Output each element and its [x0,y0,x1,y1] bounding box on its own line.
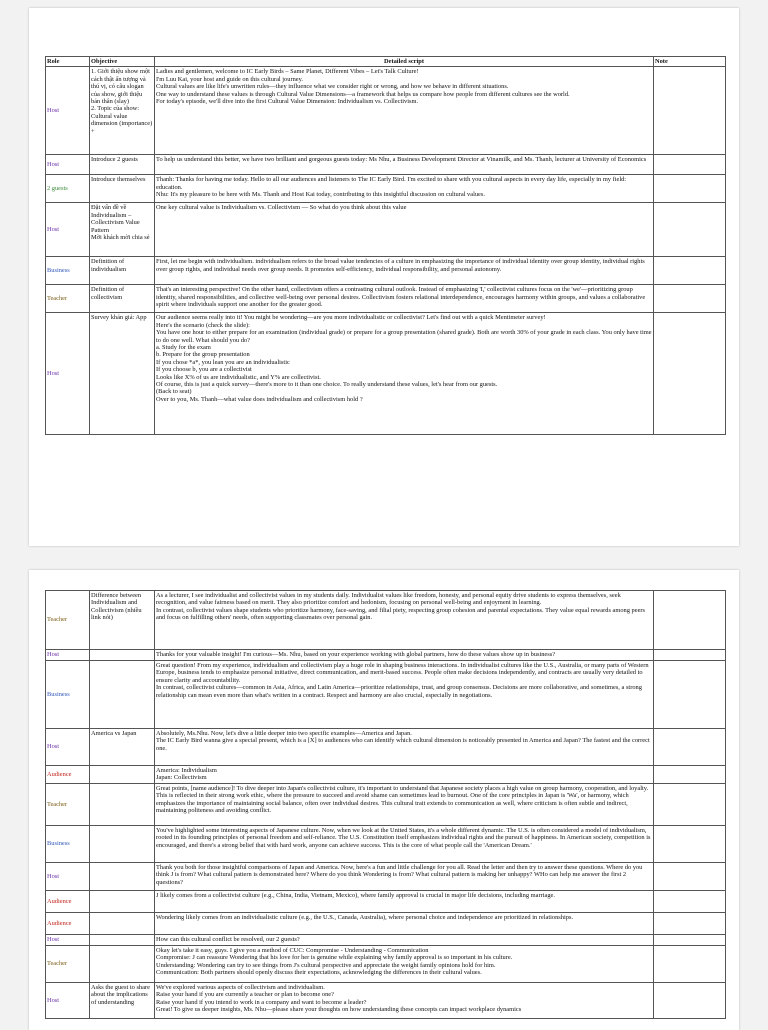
table-row [46,285,726,313]
note-cell [654,257,726,285]
objective-cell [90,935,155,946]
objective-cell [90,784,155,826]
objective-cell [90,891,155,913]
role-cell: Host [46,155,90,175]
script-table-page-2 [45,590,726,1019]
script-cell: America: Individualism Japan: Collectivism [155,766,654,784]
table-row [46,729,726,766]
role-cell: Teacher [46,591,90,650]
objective-cell: Introduce themselves [90,175,155,203]
note-cell [654,650,726,661]
role-cell: Host [46,935,90,946]
objective-cell: Đặt vấn đề về Individualism – Collectivism Value Pattern Mời khách mời chia sẻ [90,203,155,257]
note-cell [654,155,726,175]
script-cell: That's an interesting perspective! On the other hand, collectivism offers a contrasting cultural outlook. Instead of emphasizing 'I,' collectivist cultures focus on the 'we'—prioritizing group identity, shared responsibilities, and collective well-being over personal desires. Collectivism fosters relational interdependence, encourages harmony within groups, and values a collaborative spirit where individuals support one another for the greater good. [155,285,654,313]
note-cell [654,983,726,1019]
table-row [46,650,726,661]
script-cell: Absolutely, Ms.Nhu. Now, let's dive a little deeper into two specific examples—America and Japan. The IC Early Bird wanna give a special present, which is a [X] to audiences who can identify which cultural dimension is noticeably presented in America and Japan? The fastest and the correct one. [155,729,654,766]
script-cell: Thanh: Thanks for having me today. Hello to all our audiences and listeners to The IC Early Bird. I'm excited to share with you cultural aspects in every day life, especially in my field: education. Nhu: It's my pleasure to be here with Ms. Thanh and Host Kai today, contributing to this insightful discussion on cultural values. [155,175,654,203]
role-cell: Host [46,313,90,435]
table-header-row [46,57,726,67]
table-row [46,67,726,155]
objective-cell [90,766,155,784]
script-cell: J likely comes from a collectivist culture (e.g., China, India, Vietnam, Mexico), where family approval is crucial in major life decisions, including marriage. [155,891,654,913]
script-cell: As a lecturer, I see individualist and collectivist values in my students daily. Individualist values like freedom, honesty, and personal equity drive students to express themselves, seek recognition, and value fairness based on merit. They also prioritize comfort and hedonism, focusing on personal well-being and enjoyment in learning. In contrast, collectivist values shape students who prioritize harmony, face-saving, and filial piety, respecting group cohesion and parental expectations. They value equal rewards among peers and focus on fulfilling others' needs, often supporting classmates over personal gain. [155,591,654,650]
note-cell [654,863,726,891]
script-cell: Great question! From my experience, individualism and collectivism play a huge role in shaping business interactions. In individualist cultures like the U.S., Australia, or many parts of Western Europe, business tends to emphasize personal initiative, direct communication, and merit-based success. People often make decisions independently, and contracts are usually very detailed to ensure clarity and accountability. In contrast, collectivist cultures—common in Asia, Africa, and Latin America—prioritize relationships, trust, and group consensus. Decisions are more collaborative, and sometimes, a strong relationship can mean even more than what's written in a contract. Respect and harmony are also crucial, especially in negotiations. [155,661,654,729]
header-script: Detailed script [155,57,654,67]
role-cell: Teacher [46,285,90,313]
role-cell: Audience [46,766,90,784]
role-cell: Host [46,203,90,257]
script-cell: One key cultural value is Individualism vs. Collectivism — So what do you think about this value [155,203,654,257]
table-row [46,913,726,935]
role-cell: Teacher [46,946,90,983]
script-cell: To help us understand this better, we have two brilliant and gorgeous guests today: Ms Nhu, a Business Development Director at Vinamilk, and Ms. Thanh, lecturer at University of Economics [155,155,654,175]
objective-cell: Survey khán giả: App [90,313,155,435]
note-cell [654,313,726,435]
table-row [46,946,726,983]
script-cell: You've highlighted some interesting aspects of Japanese culture. Now, when we look at the United States, it's a whole different dynamic. The U.S. is often considered a model of individualism, rooted in its founding principles of personal freedom and self-reliance. The U.S. Constitution itself emphasizes individual rights and the pursuit of happiness. In American society, competition is encouraged, and there's a strong belief that with hard work, anyone can achieve success. This is the core of what people call the 'American Dream.' [155,826,654,863]
script-cell: Thanks for your valuable insight! I'm curious—Ms. Nhu, based on your experience working with global partners, how do these values show up in business? [155,650,654,661]
objective-cell [90,661,155,729]
table-row [46,257,726,285]
script-cell: Okay let's take it easy, guys. I give you a method of CUC: Compromise - Understanding - Communication Compromise: J can reassure Wondering that his love for her is genuine while explaining why family approval is so important in his culture. Understanding: Wondering can try to see things from J's cultural perspective and appreciate the weight family opinions hold for him. Communication: Both partners should openly discuss their expectations, acknowledging the differences in their cultural values. [155,946,654,983]
table-row [46,826,726,863]
header-role: Role [46,57,90,67]
table-row [46,784,726,826]
note-cell [654,729,726,766]
script-table-page-1 [45,56,726,435]
role-cell: Host [46,983,90,1019]
document-page-1 [29,8,739,546]
document-page-2 [29,570,739,1030]
table-row [46,313,726,435]
objective-cell: Definition of collectivism [90,285,155,313]
note-cell [654,67,726,155]
note-cell [654,203,726,257]
role-cell: Host [46,863,90,891]
objective-cell [90,650,155,661]
role-cell: Teacher [46,784,90,826]
role-cell: Audience [46,913,90,935]
objective-cell: 1. Giới thiệu show một cách thật ấn tượng và thú vị, có câu slogan của show, giới thiệu bản thân (slay) 2. Topic của show: Cultural value dimension (importance) + [90,67,155,155]
objective-cell: America vs Japan [90,729,155,766]
script-cell: How can this cultural conflict be resolved, our 2 guests? [155,935,654,946]
header-note: Note [654,57,726,67]
table-row [46,175,726,203]
note-cell [654,175,726,203]
objective-cell: Introduce 2 guests [90,155,155,175]
script-cell: First, let me begin with individualism. individualism refers to the broad value tendencies of a culture in emphasizing the importance of individual identity over group identity, individual rights over group rights, and individual needs over group needs. It promotes self-efficiency, individual responsibility, and personal autonomy. [155,257,654,285]
table-row [46,591,726,650]
table-row [46,935,726,946]
note-cell [654,285,726,313]
note-cell [654,946,726,983]
role-cell: Business [46,826,90,863]
objective-cell: Asks the guest to share about the implications of understanding [90,983,155,1019]
script-cell: Ladies and gentlemen, welcome to IC Early Birds – Same Planet, Different Vibes – Let's Talk Culture! I'm Luu Kai, your host and guide on this cultural journey. Cultural values are like life's unwritten rules—they influence what we consider right or wrong, and how we behave in different situations. One way to understand these values is through Cultural Value Dimensions—a framework that helps us compare how people from different cultures see the world. For today's episode, we'll dive into the first Cultural Value Dimension: Individualism vs. Collectivism. [155,67,654,155]
table-row [46,155,726,175]
note-cell [654,591,726,650]
role-cell: Business [46,257,90,285]
header-objective: Objective [90,57,155,67]
script-cell: Wondering likely comes from an individualistic culture (e.g., the U.S., Canada, Australia), where personal choice and independence are prioritized in relationships. [155,913,654,935]
objective-cell [90,826,155,863]
note-cell [654,891,726,913]
objective-cell [90,913,155,935]
role-cell: Host [46,650,90,661]
role-cell: Business [46,661,90,729]
table-row [46,766,726,784]
note-cell [654,784,726,826]
script-cell: Great points, [name audience]! To dive deeper into Japan's collectivist culture, it's important to understand that Japanese society places a high value on group harmony, cooperation, and loyalty. This is reflected in their strong work ethic, where the pressure to succeed and avoid shame can sometimes lead to burnout. One of the core principles in Japan is 'Wa', or harmony, which emphasizes the importance of maintaining social balance, often over individual desires. This cultural trait extends to communication as well, where criticism is often subtle and indirect, maintaining politeness and avoiding conflict. [155,784,654,826]
script-cell: Thank you both for those insightful comparisons of Japan and America. Now, here's a fun and little challenge for you all. Read the letter and then try to answer these questions. Where do you think J is from? What cultural pattern is demonstrated here? Where do you think Wondering is from? What cultural pattern is making her unhappy? WHo can help me answer the first 2 questions? [155,863,654,891]
table-row [46,203,726,257]
script-cell: Our audience seems really into it! You might be wondering—are you more individualistic or collectivist? Let's find out with a quick Mentimeter survey! Here's the scenario (check the slide): You have one hour to either prepare for an examination (individual grade) or prepare for a group presentation (shared grade). Both are worth 30% of your grade in each class. You only have time to do one well. What should you do? a. Study for the exam b. Prepare for the group presentation If you chose *a*, you lean you are an individualistic If you choose b, you are a collectivist Looks like X% of us are individualistic, and Y% are collectivist. Of course, this is just a quick survey—there's more to it than one choice. To really understand these values, let's hear from our guests. (Back to seat) Over to you, Ms. Thanh—what value does individualism and collectivism hold ? [155,313,654,435]
note-cell [654,826,726,863]
note-cell [654,766,726,784]
objective-cell [90,863,155,891]
role-cell: Host [46,67,90,155]
table-row [46,863,726,891]
note-cell [654,935,726,946]
objective-cell: Difference between Individualism and Collectivism (nhiều link nói) [90,591,155,650]
objective-cell: Definition of individualism [90,257,155,285]
role-cell: Audience [46,891,90,913]
note-cell [654,913,726,935]
note-cell [654,661,726,729]
table-row [46,661,726,729]
role-cell: Host [46,729,90,766]
objective-cell [90,946,155,983]
script-cell: We've explored various aspects of collectivism and individualism. Raise your hand if you are currently a teacher or plan to become one? Raise your hand if you intend to work in a company and want to become a leader? Great! To give us deeper insights, Ms. Nhu—please share your thoughts on how understanding these concepts can impact workplace dynamics [155,983,654,1019]
role-cell: 2 guests [46,175,90,203]
table-row [46,891,726,913]
table-row [46,983,726,1019]
